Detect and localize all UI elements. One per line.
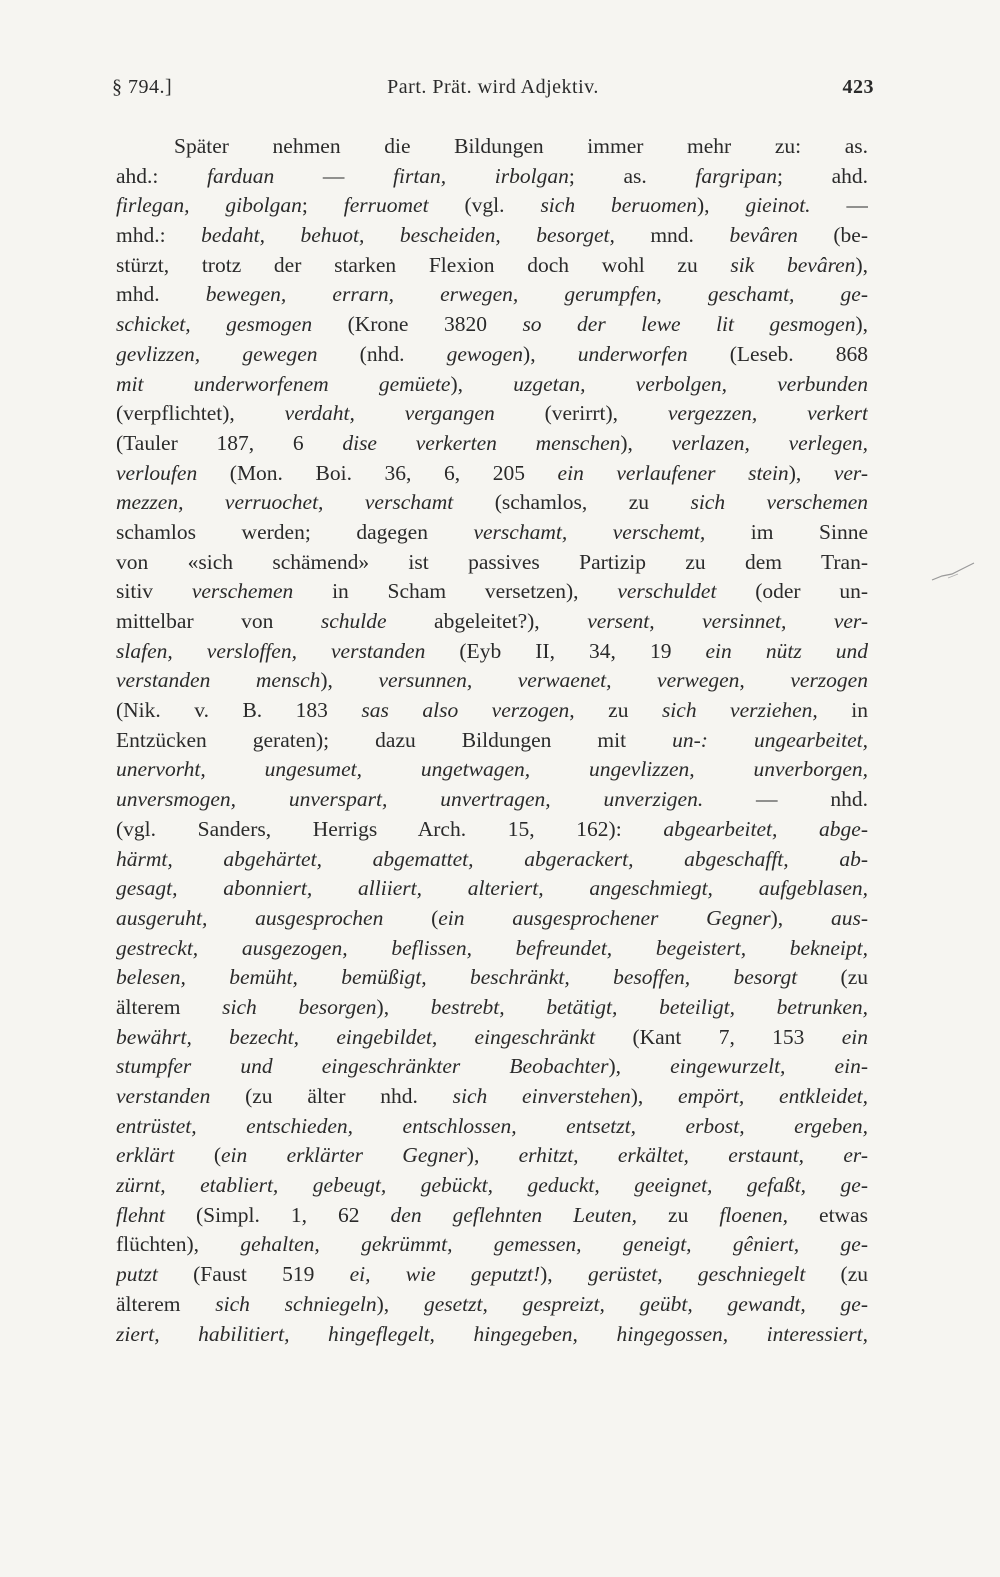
text-run: mittelbar von <box>116 609 321 633</box>
text-run: ), <box>788 460 834 485</box>
text-run: (Simpl. 1, 62 <box>164 1202 391 1227</box>
italic-term: dise verkerten menschen <box>342 430 621 455</box>
italic-term: bewegen, errarn, erwegen, gerumpfen, geschamt, ge- <box>205 282 868 307</box>
text-run: ), <box>696 193 746 218</box>
italic-term: schicket, gesmogen <box>116 312 313 337</box>
running-header <box>112 76 874 106</box>
text-run: in Scham versetzen), <box>293 579 618 604</box>
text-line <box>116 1112 868 1142</box>
text-run: (Mon. Boi. 36, 6, 205 <box>197 460 558 485</box>
text-run: ), <box>620 430 672 455</box>
text-run: (Krone 3820 <box>312 312 523 337</box>
italic-term: gesetzt, gespreizt, geübt, gewandt, ge- <box>423 1291 868 1316</box>
text-line <box>116 1290 868 1320</box>
italic-term: stumpfer und eingeschränkter Beobachter <box>116 1054 609 1079</box>
text-run: (Eyb II, 34, 19 <box>425 638 706 663</box>
text-run: (zu älter nhd. <box>210 1084 453 1108</box>
italic-term: sich verziehen, <box>661 698 818 723</box>
text-run: im Sinne <box>705 519 868 544</box>
text-run: (vgl. Sanders, Herrigs Arch. 15, 162): <box>116 816 664 841</box>
text-run: abgeleitet?), <box>386 609 588 633</box>
text-line <box>116 1201 868 1231</box>
italic-term: ein erklärter Gegner <box>221 1143 467 1168</box>
text-run: mhd. <box>116 282 206 307</box>
text-line <box>116 577 868 607</box>
text-line <box>116 785 868 815</box>
italic-term: fargripan <box>695 163 777 188</box>
text-run: Später nehmen die Bildungen immer mehr zu: as. <box>174 134 868 158</box>
text-line <box>116 429 868 459</box>
italic-term: sich besorgen <box>222 994 377 1019</box>
text-run: etwas <box>788 1202 868 1227</box>
text-run: ), <box>855 252 868 277</box>
text-line <box>116 726 868 756</box>
text-run: ; ahd. <box>776 163 868 188</box>
italic-term: uzgetan, verbolgen, verbunden <box>513 371 868 396</box>
italic-term: schulde <box>320 609 387 633</box>
text-run: (nhd. <box>317 341 447 366</box>
italic-term: ziert, habilitiert, hingeflegelt, hingegeben, hingegossen, interessiert, <box>116 1321 868 1346</box>
text-run: (oder un- <box>716 579 868 604</box>
text-line <box>116 459 868 489</box>
italic-term: sich verschemen <box>690 490 868 515</box>
text-run: ), <box>466 1143 519 1168</box>
text-run: ), <box>376 994 431 1019</box>
italic-term: sik bevâren <box>730 252 856 277</box>
text-line <box>116 637 868 667</box>
text-run: ), <box>770 905 831 930</box>
running-title: Part. Prät. wird Adjektiv. <box>387 76 599 98</box>
italic-term: slafen, versloffen, verstanden <box>116 638 426 663</box>
italic-term: ferruomet <box>343 193 429 218</box>
italic-term: sas also verzogen, <box>361 698 575 723</box>
text-line <box>116 191 868 221</box>
text-run: mnd. <box>614 223 730 248</box>
text-line <box>116 934 868 964</box>
text-run: von «sich schämend» ist passives Partizip zu dem Tran- <box>116 549 868 574</box>
text-line <box>116 904 868 934</box>
body-text <box>116 132 868 1349</box>
text-line <box>116 874 868 904</box>
text-line <box>116 310 868 340</box>
italic-term: vergezzen, verkert <box>667 401 868 426</box>
italic-term: floenen, <box>719 1202 789 1227</box>
italic-term: unversmogen, unverspart, unvertragen, unverzigen. <box>116 787 704 812</box>
italic-term: ein <box>841 1024 868 1049</box>
text-line <box>116 1171 868 1201</box>
text-line <box>116 1230 868 1260</box>
text-run: (be- <box>797 223 868 248</box>
text-run: — <box>810 193 868 218</box>
text-run: (Faust 519 <box>157 1262 350 1287</box>
italic-term: aus- <box>830 905 868 930</box>
italic-term: erklärt <box>116 1143 175 1168</box>
italic-term: gestreckt, ausgezogen, beflissen, befreundet, begeistert, bekneipt, <box>116 935 868 960</box>
text-run: — <box>274 163 394 188</box>
italic-term: verstanden mensch <box>116 668 321 693</box>
text-line <box>116 666 868 696</box>
text-run: (Tauler 187, 6 <box>116 430 343 455</box>
text-line <box>116 370 868 400</box>
page-number: 423 <box>842 76 874 98</box>
italic-term: mit underworfenem gemüete <box>116 371 451 396</box>
text-line <box>116 280 868 310</box>
text-line <box>116 162 868 192</box>
text-run: ), <box>376 1291 424 1316</box>
italic-term: underworfen <box>577 341 688 366</box>
italic-term: mezzen, verruochet, verschamt <box>116 490 454 515</box>
italic-term: gesagt, abonniert, alliiert, alteriert, angeschmiegt, aufgeblasen, <box>116 876 868 901</box>
text-line <box>116 815 868 845</box>
italic-term: zürnt, etabliert, gebeugt, gebückt, geduckt, geeignet, gefaßt, ge- <box>116 1173 868 1198</box>
italic-term: ausgeruht, ausgesprochen <box>116 905 384 930</box>
text-line <box>116 1141 868 1171</box>
text-run: ), <box>450 371 514 396</box>
text-run: ; as. <box>568 163 696 188</box>
text-run: (vgl. <box>428 193 541 218</box>
text-line <box>116 607 868 637</box>
italic-term: gieinot. <box>745 193 811 218</box>
italic-term: ein nütz und <box>705 638 868 663</box>
text-line <box>116 399 868 429</box>
italic-term: erhitzt, erkältet, erstaunt, er- <box>518 1143 868 1168</box>
italic-term: unervorht, ungesumet, ungetwagen, ungevlizzen, unverborgen, <box>116 757 868 782</box>
italic-term: versunnen, verwaenet, verwegen, verzogen <box>378 668 868 693</box>
text-run: sitiv <box>116 579 192 604</box>
italic-term: so der lewe lit gesmogen <box>522 312 856 337</box>
text-line <box>116 340 868 370</box>
italic-term: ver- <box>833 460 868 485</box>
italic-term: sich beruomen <box>540 193 697 218</box>
italic-term: abgearbeitet, abge- <box>663 816 868 841</box>
text-run: älterem <box>116 1291 216 1316</box>
italic-term: entrüstet, entschieden, entschlossen, entsetzt, erbost, ergeben, <box>116 1113 868 1138</box>
italic-term: gehalten, gekrümmt, gemessen, geneigt, gêniert, ge- <box>240 1232 868 1257</box>
italic-term: verloufen <box>116 460 198 485</box>
text-line <box>116 132 868 162</box>
italic-term: gewogen <box>446 341 524 366</box>
text-run: ), <box>540 1262 588 1287</box>
text-run: (Leseb. 868 <box>687 341 868 366</box>
italic-term: bedaht, behuot, bescheiden, besorget, <box>201 223 615 248</box>
text-line <box>116 963 868 993</box>
italic-term: farduan <box>207 163 275 188</box>
text-line <box>116 251 868 281</box>
italic-term: gerüstet, geschniegelt <box>587 1262 806 1287</box>
text-run: mhd.: <box>116 223 202 248</box>
italic-term: ein ausgesprochener Gegner <box>438 905 771 930</box>
italic-term: ei, wie geputzt! <box>349 1262 541 1287</box>
italic-term: eingewurzelt, ein- <box>670 1054 868 1079</box>
text-run: zu <box>574 698 662 723</box>
text-line <box>116 548 868 578</box>
italic-term: empört, entkleidet, <box>678 1084 868 1108</box>
italic-term: sich schniegeln <box>215 1291 377 1316</box>
text-run: ), <box>523 341 578 366</box>
text-line <box>116 488 868 518</box>
text-run: (verirrt), <box>494 401 668 426</box>
text-run: ( <box>174 1143 221 1168</box>
text-line <box>116 221 868 251</box>
italic-term: belesen, bemüht, bemüßigt, beschränkt, besoffen, besorgt <box>116 965 798 990</box>
text-run: stürzt, trotz der starken Flexion doch wohl zu <box>116 252 731 277</box>
italic-term: firlegan, gibolgan <box>116 193 302 218</box>
italic-term: ein verlaufener stein <box>557 460 789 485</box>
italic-term: flehnt <box>116 1202 165 1227</box>
italic-term: bevâren <box>729 223 798 248</box>
text-line <box>116 845 868 875</box>
text-run: älterem <box>116 994 223 1019</box>
text-run: (Kant 7, 153 <box>595 1024 842 1049</box>
text-run: flüchten), <box>116 1232 241 1257</box>
text-run: ), <box>855 312 868 337</box>
text-run: ( <box>383 905 439 930</box>
text-run: ; <box>301 193 344 218</box>
italic-term: verschamt, verschemt, <box>473 519 706 544</box>
text-line <box>116 518 868 548</box>
text-line <box>116 755 868 785</box>
italic-term: putzt <box>116 1262 158 1287</box>
text-run: (zu <box>797 965 868 990</box>
italic-term: den geflehnten Leuten, <box>390 1202 638 1227</box>
italic-term: bestrebt, betätigt, beteiligt, betrunken, <box>430 994 868 1019</box>
text-run: (schamlos, zu <box>453 490 691 515</box>
text-run: ), <box>630 1084 678 1108</box>
text-run: schamlos werden; dagegen <box>116 519 474 544</box>
text-run: — nhd. <box>703 787 868 812</box>
text-line <box>116 1023 868 1053</box>
text-line <box>116 1082 868 1112</box>
italic-term: bewährt, bezecht, eingebildet, eingeschränkt <box>116 1024 596 1049</box>
italic-term: verschemen <box>191 579 294 604</box>
italic-term: versent, versinnet, ver- <box>587 609 868 633</box>
text-run: (Nik. v. B. 183 <box>116 698 362 723</box>
text-run: (zu <box>805 1262 868 1287</box>
text-run: ), <box>608 1054 671 1079</box>
italic-term: un-: ungearbeitet, <box>672 727 868 752</box>
text-run: ), <box>320 668 379 693</box>
italic-term: verschuldet <box>617 579 717 604</box>
text-line <box>116 1052 868 1082</box>
pencil-mark-icon <box>930 560 978 584</box>
text-line <box>116 1260 868 1290</box>
text-run: in <box>817 698 868 723</box>
section-reference: § 794.] <box>112 76 173 98</box>
text-run: Entzücken geraten); dazu Bildungen mit <box>116 727 673 752</box>
text-run: (verpflichtet), <box>116 401 285 426</box>
italic-term: verlazen, verlegen, <box>671 430 868 455</box>
italic-term: sich einverstehen <box>452 1084 631 1108</box>
italic-term: verdaht, vergangen <box>284 401 495 426</box>
italic-term: verstanden <box>116 1084 211 1108</box>
text-line <box>116 993 868 1023</box>
text-run: ahd.: <box>116 163 207 188</box>
text-line <box>116 1320 868 1350</box>
text-run: zu <box>637 1202 720 1227</box>
text-line <box>116 696 868 726</box>
italic-term: firtan, irbolgan <box>393 163 569 188</box>
italic-term: härmt, abgehärtet, abgemattet, abgerackert, abgeschafft, ab- <box>116 846 868 871</box>
italic-term: gevlizzen, gewegen <box>116 341 318 366</box>
